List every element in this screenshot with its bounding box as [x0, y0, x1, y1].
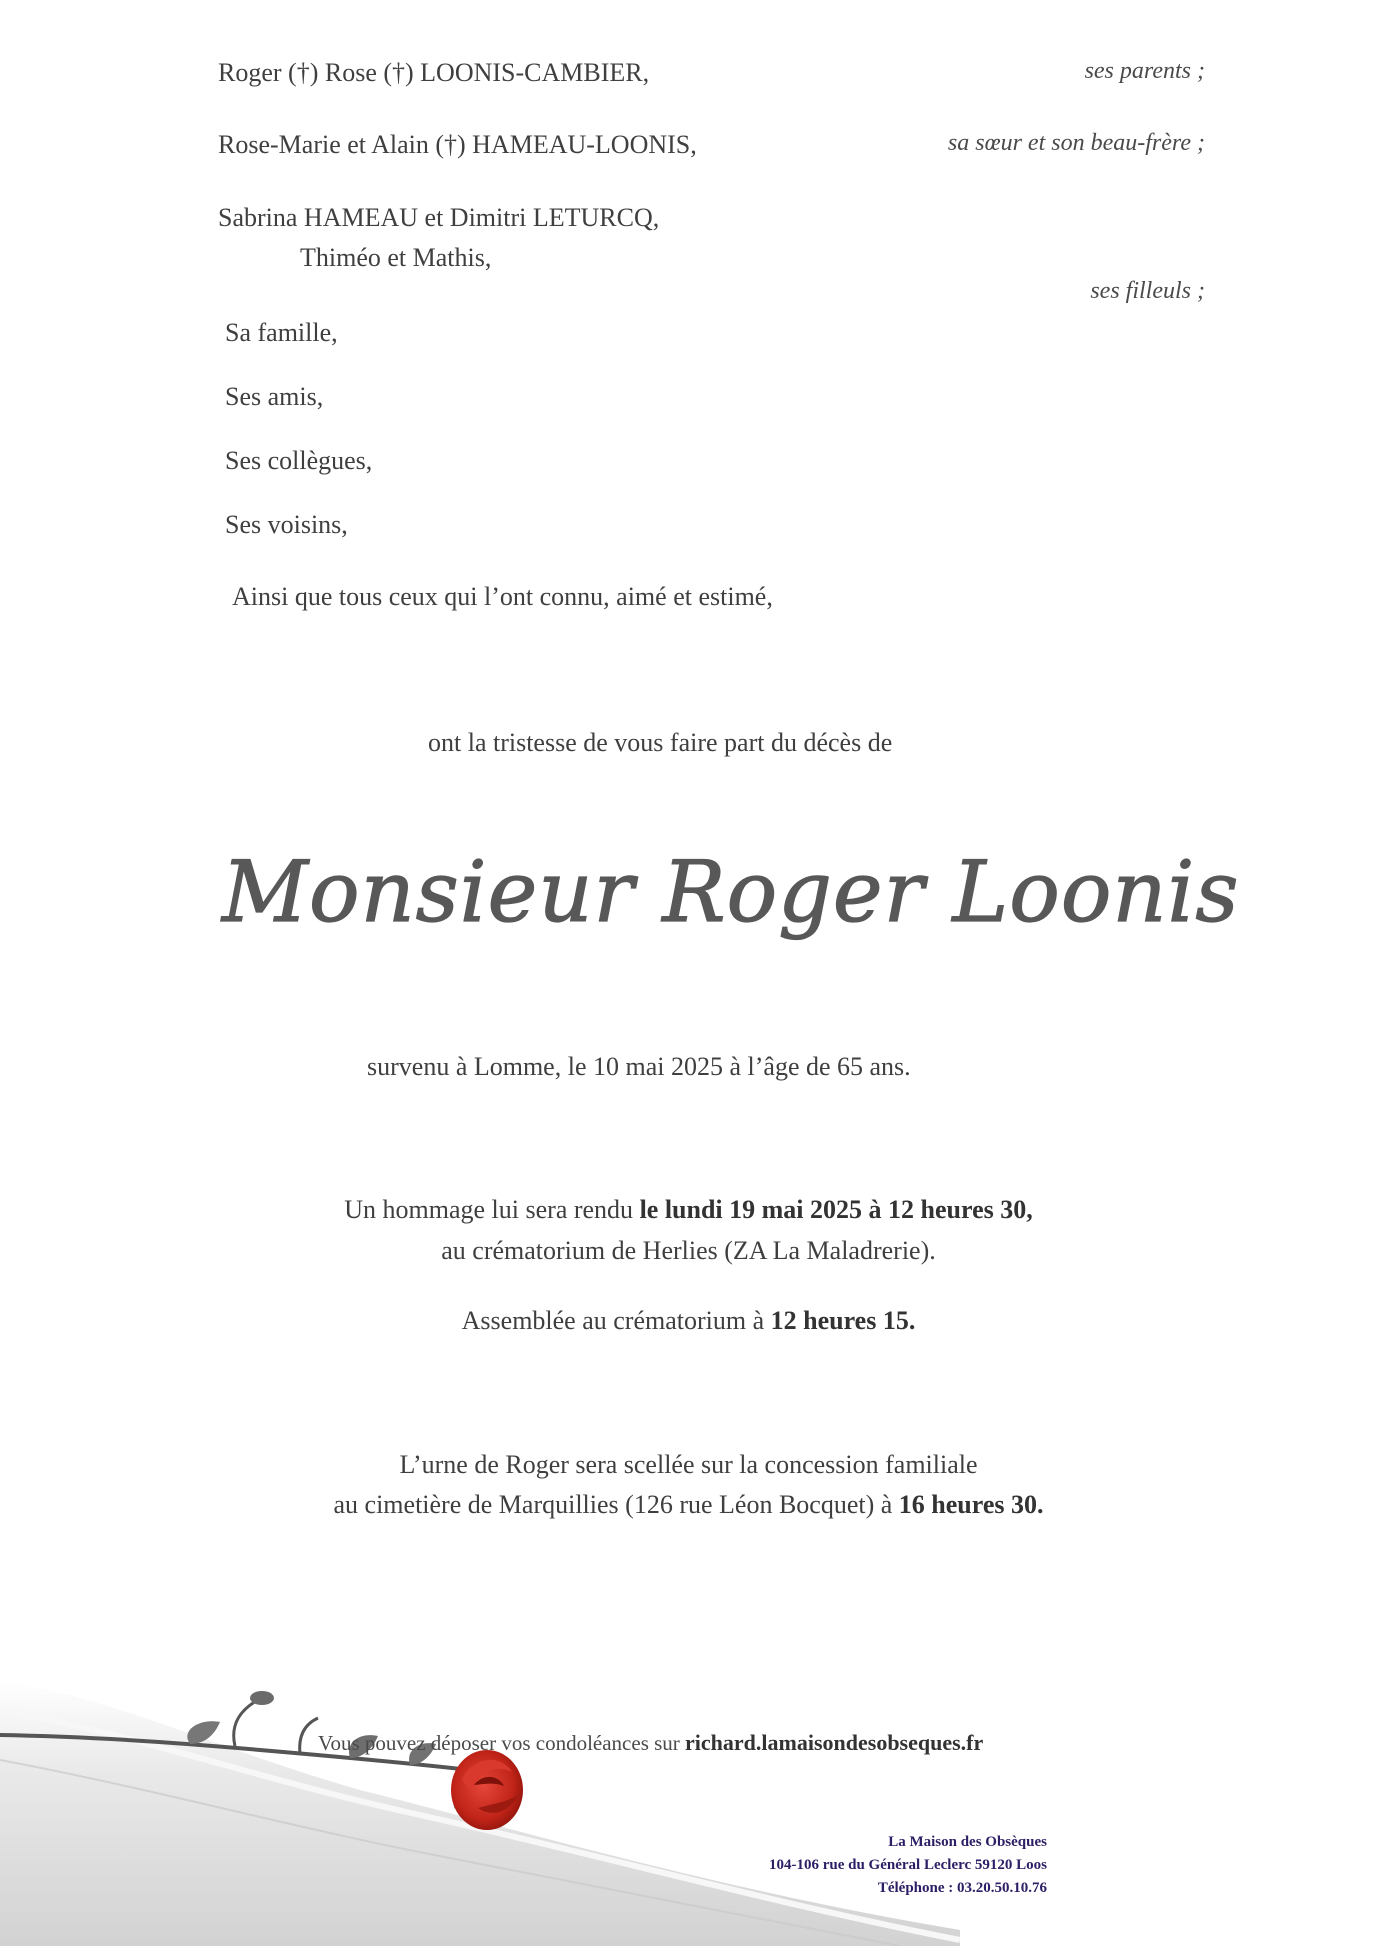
- family-line-amis: Ses amis,: [225, 382, 324, 411]
- assembly-prefix: Assemblée au crématorium à: [461, 1306, 771, 1335]
- assembly-time: 12 heures 15.: [770, 1306, 916, 1335]
- announcement-text: ont la tristesse de vous faire part du décès de: [428, 728, 893, 757]
- family-line-sister: Rose-Marie et Alain (†) HAMEAU-LOONIS,: [218, 130, 697, 159]
- relation-sister: sa sœur et son beau-frère ;: [947, 130, 1205, 156]
- funeral-home-name: La Maison des Obsèques: [888, 1834, 1047, 1850]
- funeral-home-block: [769, 1831, 1047, 1900]
- family-line-collegues: Ses collègues,: [225, 446, 373, 475]
- family-line-famille: Sa famille,: [225, 318, 338, 347]
- family-line-godchildren: Sabrina HAMEAU et Dimitri LETURCQ,: [218, 203, 660, 232]
- family-line-parents: Roger (†) Rose (†) LOONIS-CAMBIER,: [218, 58, 650, 87]
- family-line-voisins: Ses voisins,: [225, 510, 348, 539]
- urn-line-2: [0, 1490, 1377, 1520]
- tribute-line: [0, 1195, 1377, 1225]
- condolences-prefix: Vous pouvez déposer vos condoléances sur: [318, 1731, 686, 1755]
- urn-time: 16 heures 30.: [898, 1490, 1044, 1519]
- condolences-line: [318, 1730, 983, 1756]
- relation-parents: ses parents ;: [1084, 58, 1205, 84]
- tribute-prefix: Un hommage lui sera rendu: [344, 1195, 640, 1224]
- relation-godchildren: ses filleuls ;: [1090, 278, 1205, 304]
- urn-line-1: L’urne de Roger sera scellée sur la concession familiale: [399, 1450, 978, 1479]
- urn-location: au cimetière de Marquillies (126 rue Léon Bocquet) à: [333, 1490, 899, 1519]
- funeral-home-address: 104-106 rue du Général Leclerc 59120 Loos: [768, 1857, 1047, 1873]
- tribute-date: le lundi 19 mai 2025 à 12 heures 30,: [639, 1195, 1033, 1224]
- red-rose-icon: [451, 1750, 523, 1830]
- assembly-line: [0, 1306, 1377, 1336]
- rose-on-beach-image: [0, 1640, 1377, 1946]
- funeral-home-phone: Téléphone : 03.20.50.10.76: [877, 1880, 1047, 1896]
- condolences-website-link[interactable]: richard.lamaisondesobseques.fr: [685, 1730, 984, 1755]
- death-info: survenu à Lomme, le 10 mai 2025 à l’âge de 65 ans.: [367, 1052, 911, 1081]
- family-line-all: Ainsi que tous ceux qui l’ont connu, aimé et estimé,: [232, 582, 773, 611]
- tribute-location: au crématorium de Herlies (ZA La Maladrerie).: [441, 1236, 936, 1265]
- deceased-name: Monsieur Roger Loonis: [222, 843, 1240, 941]
- family-line-children-names: Thiméo et Mathis,: [300, 243, 492, 272]
